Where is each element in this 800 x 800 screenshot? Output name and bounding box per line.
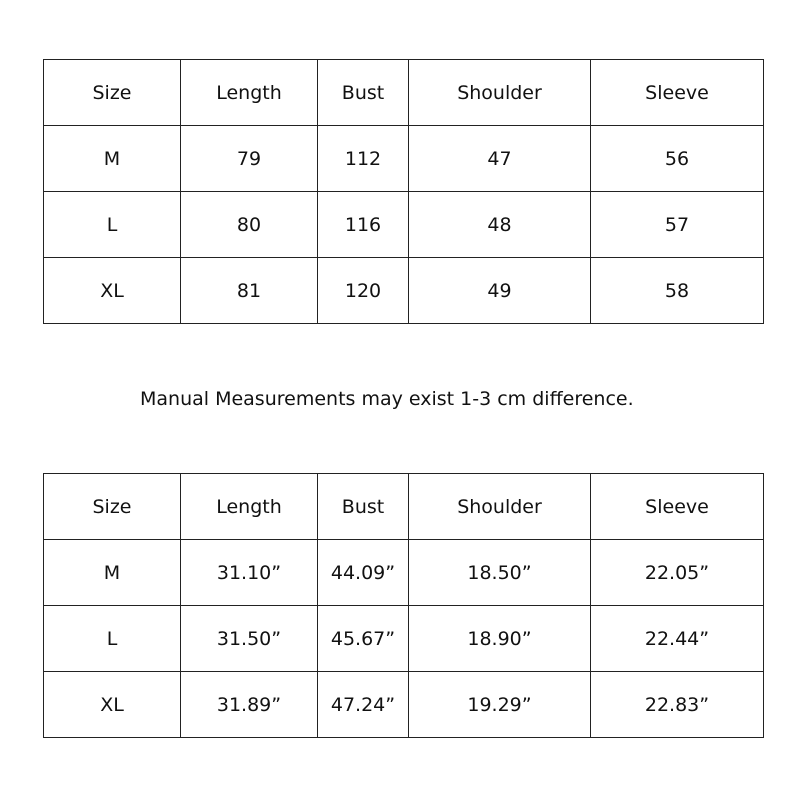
cell-sleeve: 22.05” [591,540,764,606]
cell-shoulder: 49 [409,258,591,324]
cell-size: M [44,540,181,606]
cell-length: 79 [181,126,318,192]
header-bust: Bust [318,474,409,540]
cell-sleeve: 58 [591,258,764,324]
header-shoulder: Shoulder [409,60,591,126]
cell-length: 80 [181,192,318,258]
table-row [44,192,764,258]
header-sleeve: Sleeve [591,60,764,126]
cell-sleeve: 22.44” [591,606,764,672]
cell-bust: 112 [318,126,409,192]
cell-bust: 45.67” [318,606,409,672]
size-chart-cm-table [43,59,764,324]
cell-size: M [44,126,181,192]
cell-length: 31.10” [181,540,318,606]
header-bust: Bust [318,60,409,126]
cell-size: L [44,606,181,672]
cell-bust: 47.24” [318,672,409,738]
header-shoulder: Shoulder [409,474,591,540]
cell-length: 31.89” [181,672,318,738]
table-row [44,258,764,324]
cell-bust: 44.09” [318,540,409,606]
cell-bust: 120 [318,258,409,324]
cell-size: XL [44,258,181,324]
header-length: Length [181,60,318,126]
table-row [44,672,764,738]
cell-shoulder: 18.90” [409,606,591,672]
cell-sleeve: 22.83” [591,672,764,738]
cell-length: 31.50” [181,606,318,672]
header-length: Length [181,474,318,540]
cell-shoulder: 19.29” [409,672,591,738]
cell-size: L [44,192,181,258]
cell-length: 81 [181,258,318,324]
table-header-row [44,474,764,540]
table-header-row [44,60,764,126]
cell-shoulder: 48 [409,192,591,258]
cell-shoulder: 18.50” [409,540,591,606]
header-sleeve: Sleeve [591,474,764,540]
measurement-note: Manual Measurements may exist 1-3 cm difference. [140,388,634,410]
header-size: Size [44,474,181,540]
cell-bust: 116 [318,192,409,258]
cell-sleeve: 56 [591,126,764,192]
cell-sleeve: 57 [591,192,764,258]
cell-size: XL [44,672,181,738]
table-row [44,540,764,606]
size-chart-inch-table [43,473,764,738]
cell-shoulder: 47 [409,126,591,192]
header-size: Size [44,60,181,126]
table-row [44,606,764,672]
table-row [44,126,764,192]
